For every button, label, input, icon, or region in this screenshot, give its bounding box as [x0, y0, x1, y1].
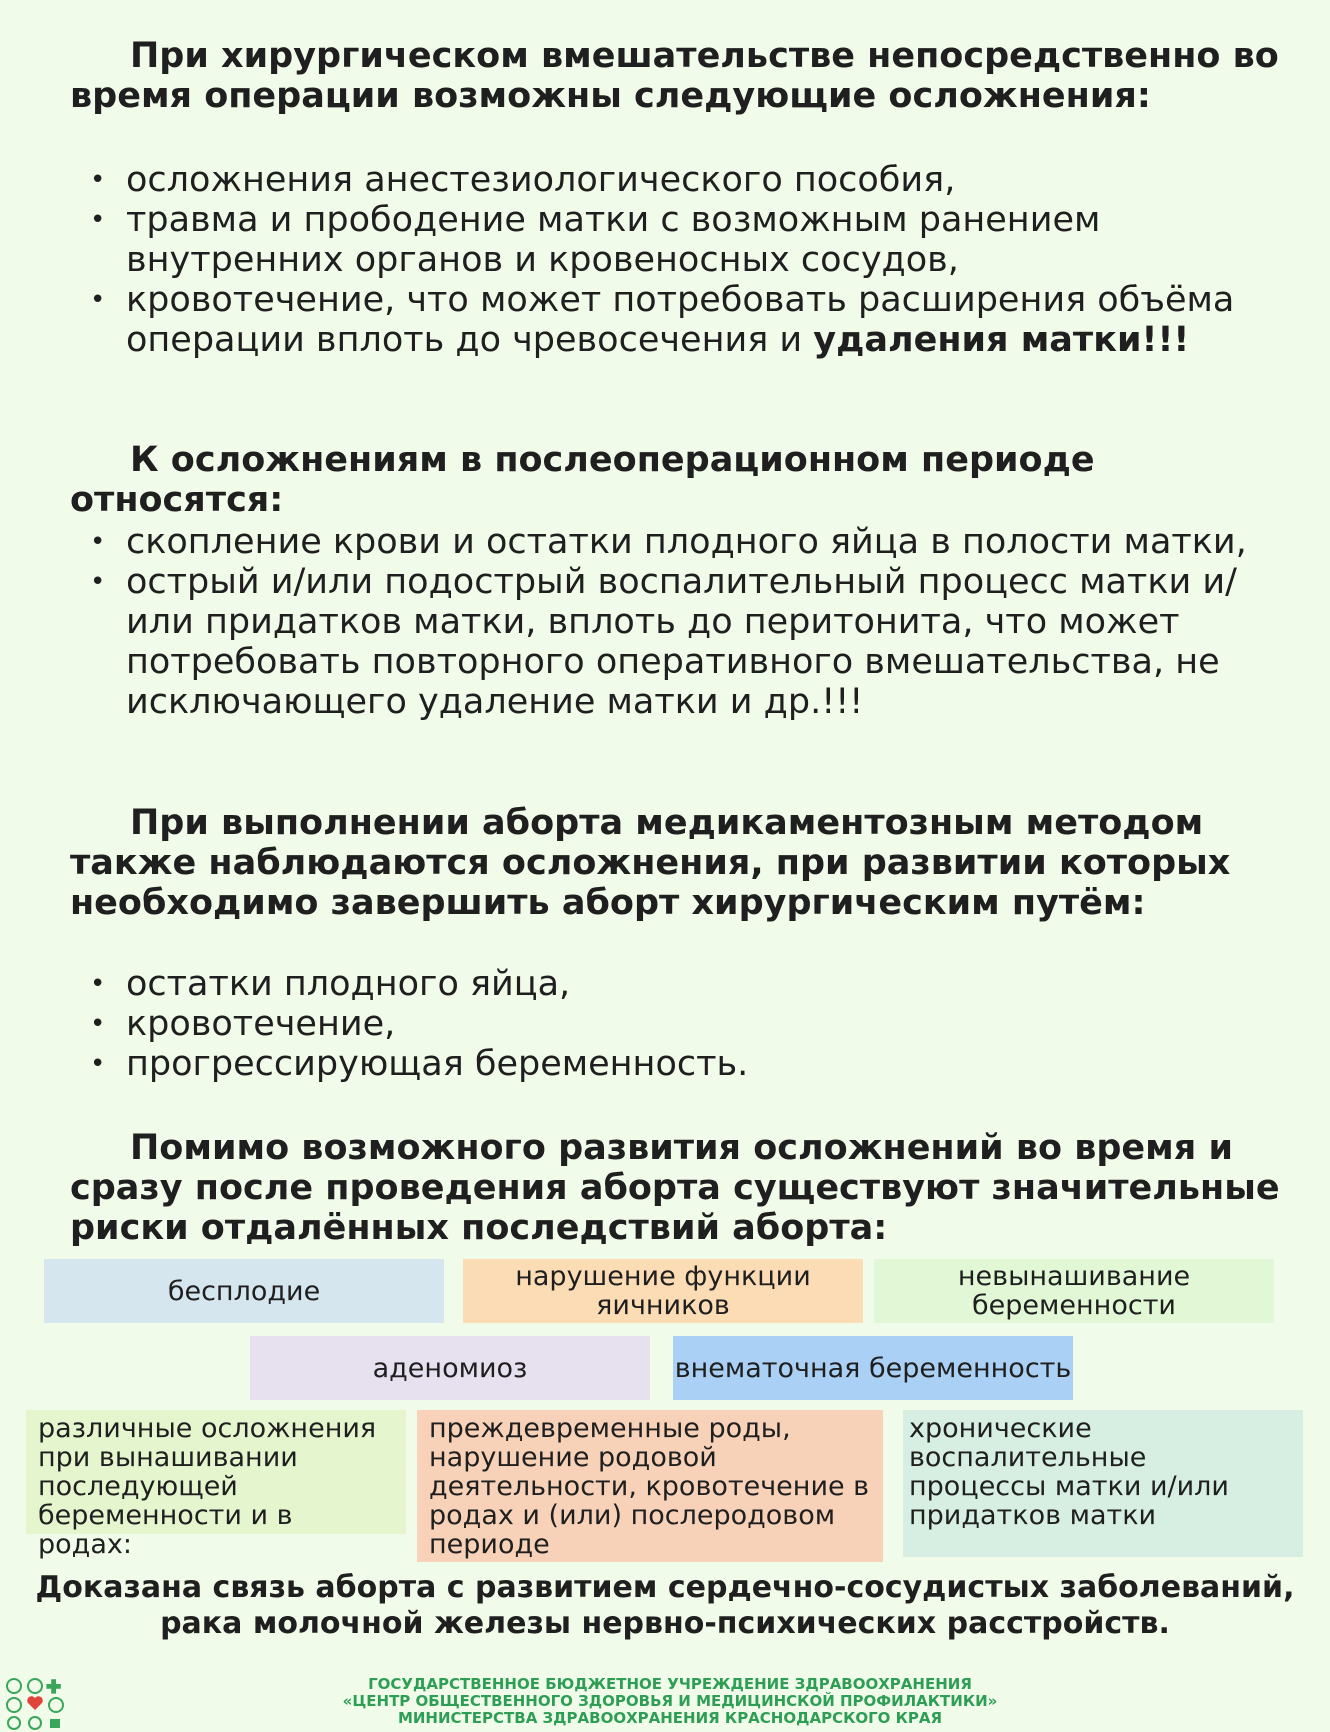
list-item: • кровотечение, что может потребовать расширения объёма операции вплоть до чревосечения и удаления матки!!! [90, 280, 1290, 360]
section2-intro: К осложнениям в послеоперационном периоде относятся: [70, 440, 1095, 520]
risk-ovary-dysfunction: нарушение функции яичников [463, 1259, 863, 1323]
list-item: • скопление крови и остатки плодного яйца в полости матки, [90, 522, 1290, 562]
conclusion: Доказана связь аборта с развитием сердечно-сосудистых заболеваний, рака молочной железы нервно-психических расстройств. [35, 1570, 1295, 1641]
risk-chronic-inflammation: хронические воспалительные процессы матки и/или придатков матки [903, 1410, 1303, 1557]
list-item: • травма и прободение матки с возможным ранением внутренних органов и кровеносных сосудов, [90, 200, 1290, 280]
section2-list [90, 522, 1290, 722]
risk-pregnancy-complications: различные осложнения при вынашивании последующей беременности и в родах: [26, 1410, 406, 1534]
risk-adenomyosis: аденомиоз [250, 1336, 650, 1400]
section1-intro: При хирургическом вмешательстве непосредственно во время операции возможны следующие осложнения: [70, 36, 1279, 116]
section4-intro: Помимо возможного развития осложнений во время и сразу после проведения аборта существуют значительные риски отдалённых последствий аборта: [70, 1128, 1280, 1248]
risk-infertility: бесплодие [44, 1259, 444, 1323]
list-item: • острый и/или подострый воспалительный процесс матки и/или придатков матки, вплоть до перитонита, что может потребовать повторного оперативного вмешательства, не исключающего удаление матки и др.!!! [90, 562, 1290, 722]
section3-intro: При выполнении аборта медикаментозным методом также наблюдаются осложнения, при развитии которых необходимо завершить аборт хирургическим путём: [70, 803, 1231, 923]
list-item: • прогрессирующая беременность. [90, 1044, 1290, 1084]
section1-list [90, 160, 1290, 360]
section3-list [90, 964, 1290, 1084]
organization-logo-icon [4, 1676, 66, 1730]
risk-premature-birth: преждевременные роды, нарушение родовой деятельности, кровотечение в родах и (или) послеродовом периоде [417, 1410, 883, 1562]
footer [0, 1672, 1330, 1732]
emphasis-text: удаления матки!!! [813, 320, 1190, 360]
footer-organization-name: ГОСУДАРСТВЕННОЕ БЮДЖЕТНОЕ УЧРЕЖДЕНИЕ ЗДРАВООХРАНЕНИЯ «ЦЕНТР ОБЩЕСТВЕННОГО ЗДОРОВЬЯ И МЕДИЦИНСКОЙ ПРОФИЛАКТИКИ» МИНИСТЕРСТВА ЗДРАВООХРАНЕНИЯ КРАСНОДАРСКОГО КРАЯ [342, 1675, 998, 1727]
risk-miscarriage: невынашивание беременности [874, 1259, 1274, 1323]
list-item: • осложнения анестезиологического пособия, [90, 160, 1290, 200]
risk-ectopic-pregnancy: внематочная беременность [673, 1336, 1073, 1400]
list-item: • кровотечение, [90, 1004, 1290, 1044]
list-item: • остатки плодного яйца, [90, 964, 1290, 1004]
